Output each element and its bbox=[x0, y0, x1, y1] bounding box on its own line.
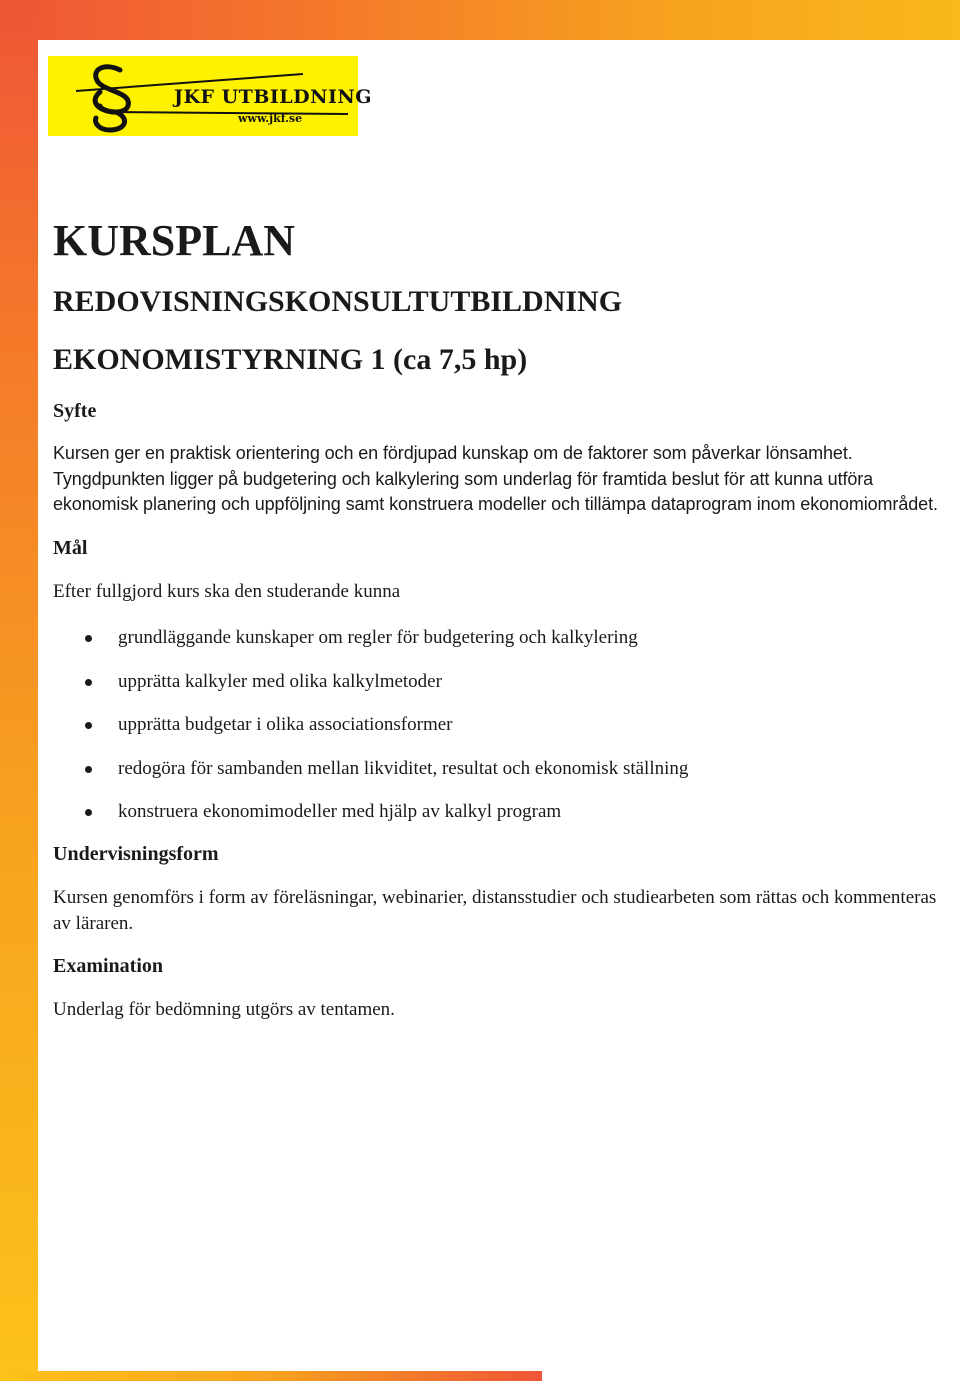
undervisningsform-text: Kursen genomförs i form av föreläsningar, webinarier, distansstudier och studiearbeten som rättas och kommenteras av läraren. bbox=[53, 887, 937, 934]
heading-examination: Examination bbox=[53, 955, 164, 977]
orange-frame-top bbox=[0, 0, 960, 40]
mal-intro: Efter fullgjord kurs ska den studerande kunna bbox=[53, 580, 401, 602]
list-item bbox=[53, 799, 953, 824]
mal-list bbox=[53, 625, 953, 824]
bullet-icon bbox=[85, 809, 92, 816]
list-item-text: upprätta budgetar i olika associationsformer bbox=[118, 714, 453, 735]
program-title: REDOVISNINGSKONSULTUTBILDNING bbox=[53, 285, 623, 318]
list-item bbox=[53, 756, 953, 781]
bullet-icon bbox=[85, 722, 92, 729]
list-item bbox=[53, 712, 953, 737]
list-item-text: konstruera ekonomimodeller med hjälp av kalkyl program bbox=[118, 801, 562, 822]
heading-mal: Mål bbox=[53, 536, 88, 559]
list-item-text: grundläggande kunskaper om regler för budgetering och kalkylering bbox=[118, 627, 638, 648]
orange-frame-left bbox=[0, 0, 38, 1381]
heading-undervisningsform: Undervisningsform bbox=[53, 843, 219, 865]
list-item bbox=[53, 669, 953, 694]
document-content bbox=[53, 212, 953, 1023]
jkf-logo bbox=[48, 56, 372, 136]
bullet-icon bbox=[85, 635, 92, 642]
bullet-icon bbox=[85, 766, 92, 773]
logo-name: JKF UTBILDNING bbox=[174, 86, 372, 108]
bullet-icon bbox=[85, 679, 92, 686]
logo-url: www.jkf.se bbox=[238, 112, 303, 125]
heading-syfte: Syfte bbox=[53, 400, 97, 422]
examination-text: Underlag för bedömning utgörs av tentamen. bbox=[53, 999, 395, 1020]
syfte-text: Kursen ger en praktisk orientering och en fördjupad kunskap om de faktorer som påverkar lönsamhet. Tyngdpunkten ligger på budgetering och kalkylering som underlag för framtida beslut för att kunna utföra ekonomisk planering och uppföljning samt konstruera modeller och tillämpa dataprogram inom ekonomiområdet. bbox=[53, 443, 938, 514]
list-item-text: redogöra för sambanden mellan likviditet, resultat och ekonomisk ställning bbox=[118, 757, 689, 779]
list-item bbox=[53, 625, 953, 650]
list-item-text: upprätta kalkyler med olika kalkylmetoder bbox=[118, 670, 442, 692]
document-title: KURSPLAN bbox=[53, 216, 296, 265]
course-title: EKONOMISTYRNING 1 (ca 7,5 hp) bbox=[53, 343, 528, 376]
orange-frame-bottom bbox=[0, 1371, 542, 1381]
